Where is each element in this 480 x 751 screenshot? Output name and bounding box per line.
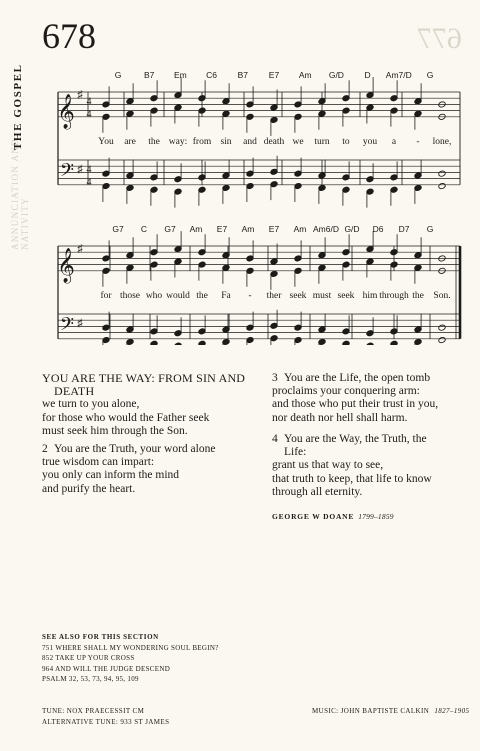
tune-info: [42, 706, 169, 727]
music-credit: [312, 706, 469, 717]
lyric-syllable: Son.: [433, 290, 451, 301]
chord-symbol: G7: [112, 224, 124, 234]
verse-number: 4: [272, 433, 278, 445]
key-sharp: ♯: [77, 317, 83, 330]
lyric-syllable: the: [196, 290, 208, 301]
bass-note: [438, 337, 446, 344]
bass-note: [438, 324, 446, 331]
author-dates: 1799–1859: [358, 512, 394, 521]
show-through-hymn-number: 677: [417, 22, 462, 55]
chord-symbol: C: [140, 224, 148, 234]
verse-4-line: grant us that way to see,: [272, 459, 384, 472]
lyric-syllable: You: [98, 136, 114, 147]
verse-3-first-line: You are the Life, the open tomb: [284, 372, 431, 384]
verse-2-line: true wisdom can impart:: [42, 456, 155, 469]
lyric-syllable: sin: [220, 136, 232, 147]
verse-2: [42, 443, 262, 496]
see-also-item: 964 AND WILL THE JUDGE DESCEND: [42, 664, 171, 673]
lyric-syllable: who: [145, 290, 163, 301]
key-sharp: ♯: [77, 89, 83, 102]
chord-symbol: D7: [398, 224, 410, 234]
verse-1-line: must seek him through the Son.: [42, 424, 188, 437]
verse-4-first-line: You are the Way, the Truth, the: [284, 433, 427, 445]
bass-note: [366, 342, 374, 345]
chord-symbol: B7: [237, 70, 249, 80]
alternative-tune: ALTERNATIVE TUNE: 933 ST JAMES: [42, 717, 170, 726]
verse-1: [42, 372, 262, 438]
lyric-syllable: we: [292, 136, 304, 147]
tune-name: TUNE: NOX PRAECESSIT CM: [42, 707, 145, 715]
show-through-side-text: ANNUNCIATION AND NATIVITY: [10, 137, 30, 250]
chord-symbol: G: [114, 70, 122, 80]
bass-note: [174, 342, 182, 345]
time-signature: 4: [86, 164, 92, 176]
music-line-1: [57, 70, 460, 208]
verse-3-line: proclaims your conquering arm:: [272, 385, 420, 398]
verse-1-line: for those who would the Father seek: [42, 411, 210, 424]
see-also-heading: SEE ALSO FOR THIS SECTION: [42, 633, 159, 641]
chord-symbol: Am7/D: [385, 70, 412, 80]
lyric-syllable: you: [362, 136, 378, 147]
lyric-syllable: turn: [314, 136, 330, 147]
treble-clef: 𝄞: [57, 248, 75, 282]
lyric-syllable: to: [342, 136, 350, 147]
music-line-2: [57, 224, 460, 345]
verse-2-line: and purify the heart.: [42, 482, 136, 495]
chord-symbol: G/D: [328, 70, 344, 80]
verse-4-line: that truth to keep, that life to know: [272, 472, 432, 485]
lyric-syllable: the: [412, 290, 424, 301]
chord-symbol: Am: [189, 224, 203, 234]
verse-number: 2: [42, 443, 48, 455]
verse-3-line: nor death nor hell shall harm.: [272, 411, 408, 424]
chord-symbol: E7: [216, 224, 228, 234]
bass-note: [438, 183, 446, 190]
key-sharp: ♯: [77, 243, 83, 256]
chord-symbol: Am6/D: [313, 224, 339, 234]
verse-4-first-line-cont: Life:: [284, 446, 307, 459]
verse-3-line: and those who put their trust in you,: [272, 398, 439, 411]
chord-symbol: G/D: [344, 224, 360, 234]
verse-4-line: through all eternity.: [272, 485, 363, 498]
verse-1-title-cont: DEATH: [54, 384, 95, 399]
lyric-syllable: death: [263, 136, 285, 147]
verse-1-line: we turn to you alone,: [42, 398, 140, 411]
lyric-syllable: seek: [289, 290, 307, 301]
lyric-syllable: must: [312, 290, 332, 301]
lyric-syllable: the: [148, 136, 160, 147]
lyric-syllable: and: [243, 136, 257, 147]
verse-2-line: you only can inform the mind: [42, 469, 180, 482]
chord-symbol: E7: [268, 70, 280, 80]
time-signature: 4: [86, 176, 92, 188]
lyric-syllable: a: [391, 136, 397, 147]
lyric-syllable: him: [362, 290, 378, 301]
see-also-item: PSALM 32, 53, 73, 94, 95, 109: [42, 675, 139, 684]
chord-symbol: G: [426, 224, 434, 234]
section-label: THE GOSPEL: [12, 63, 24, 150]
chord-symbol: Am: [241, 224, 255, 234]
lyric-syllable: seek: [337, 290, 355, 301]
author-credit: [272, 512, 394, 521]
key-sharp: ♯: [77, 163, 83, 176]
chord-symbol: C6: [206, 70, 218, 80]
lyric-syllable: -: [416, 136, 420, 147]
see-also-item: 751 WHERE SHALL MY WONDERING SOUL BEGIN?: [42, 643, 219, 652]
chord-symbol: D6: [372, 224, 384, 234]
lyric-syllable: from: [192, 136, 212, 147]
lyric-syllable: lone,: [432, 136, 452, 147]
chord-symbol: E7: [268, 224, 280, 234]
verse-number: 3: [272, 372, 278, 384]
music-score: [0, 0, 480, 345]
time-signature: 4: [86, 108, 92, 120]
see-also-section: [42, 632, 219, 685]
lyric-syllable: those: [119, 290, 141, 301]
verse-4: [272, 433, 477, 499]
bass-clef: 𝄢: [59, 313, 75, 339]
chord-symbol: G7: [164, 224, 176, 234]
verse-3: [272, 372, 477, 425]
bass-note: [438, 170, 446, 177]
composer: MUSIC: JOHN BAPTISTE CALKIN: [312, 707, 430, 715]
lyric-syllable: -: [248, 290, 252, 301]
lyric-syllable: for: [100, 290, 112, 301]
chord-symbol: D: [364, 70, 371, 80]
see-also-item: 852 TAKE UP YOUR CROSS: [42, 654, 135, 663]
chord-symbol: Am: [298, 70, 312, 80]
lyric-syllable: way:: [168, 136, 188, 147]
treble-clef: 𝄞: [57, 94, 75, 128]
lyric-syllable: Fa: [221, 290, 231, 301]
verse-1-title: YOU ARE THE WAY: FROM SIN AND: [42, 371, 246, 385]
lyric-syllable: would: [166, 290, 190, 301]
author-name: GEORGE W DOANE: [272, 512, 355, 521]
bass-clef: 𝄢: [59, 159, 75, 185]
chord-symbol: Em: [174, 70, 187, 80]
chord-symbol: G: [426, 70, 434, 80]
lyric-syllable: through: [379, 290, 409, 301]
composer-dates: 1827–1905: [434, 707, 470, 715]
verse-2-first-line: You are the Truth, your word alone: [54, 443, 216, 455]
time-signature: 4: [86, 96, 92, 108]
chord-symbol: B7: [143, 70, 155, 80]
lyric-syllable: are: [124, 136, 136, 147]
lyric-syllable: ther: [266, 290, 282, 301]
hymn-number: 678: [42, 16, 96, 56]
chord-symbol: Am: [293, 224, 307, 234]
